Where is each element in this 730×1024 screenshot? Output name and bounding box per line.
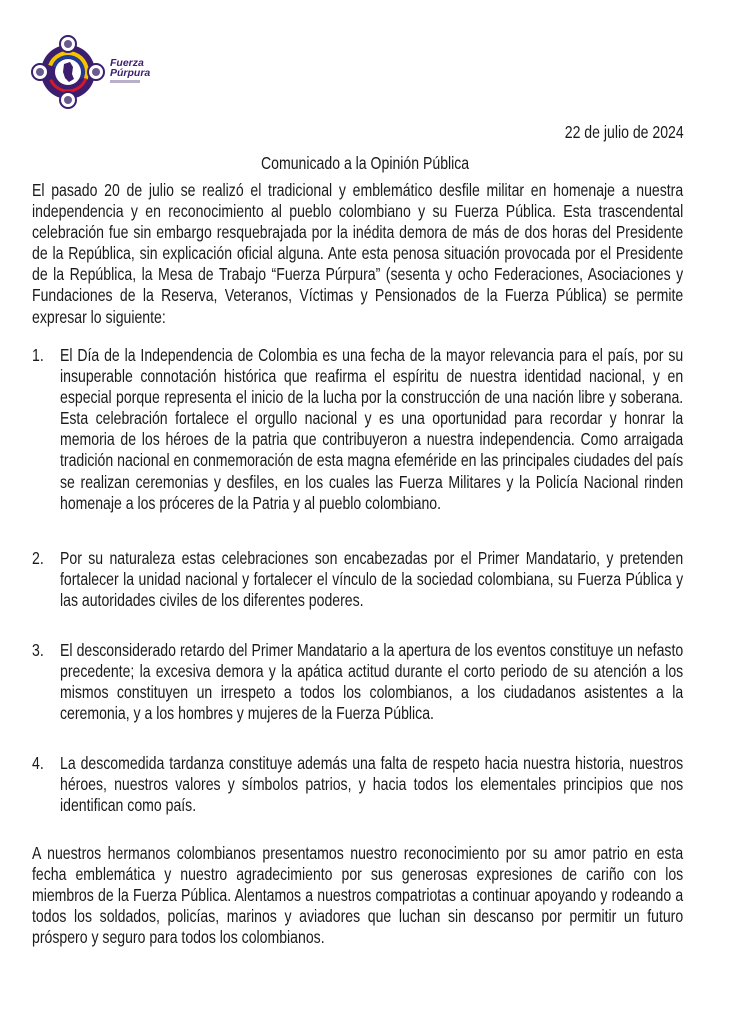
list-item-text-wrapper xyxy=(60,345,683,514)
list-item-text: Por su naturaleza estas celebraciones son encabezadas por el Primer Mandatario, y pretenden fortalecer la unidad nacional y fortalecer el vínculo de la sociedad colombiana, su Fuerza Pública y las autoridades civiles de los diferentes poderes. xyxy=(60,548,684,611)
list-item-text: El desconsiderado retardo del Primer Mandatario a la apertura de los eventos constituye un nefasto precedente; la excesiva demora y la apática actitud durante el corto periodo de su atención a los mismos constituyen un irrespeto a todos los colombianos, a los ciudadanos asistentes a la ceremonia, y a los hombres y mujeres de la Fuerza Pública. xyxy=(60,640,684,724)
logo-name-line1: Fuerza xyxy=(110,57,144,69)
fuerza-purpura-logo xyxy=(28,32,151,110)
closing-paragraph-wrapper xyxy=(32,843,683,948)
list-item-text: El Día de la Independencia de Colombia es una fecha de la mayor relevancia para el país, por su insuperable connotación histórica que reafirma el espíritu de nuestra identidad nacional, y en especial porque representa el inicio de la lucha por la construcción de una nación libre y soberana. Esta celebración fortalece el orgullo nacional y es una oportunidad para recordar y honrar la memoria de los héroes de la patria que contribuyeron a nuestra independencia. Como arraigada tradición nacional en conmemoración de esta magna efeméride en las principales ciudades del país se realizan ceremonias y desfiles, en los cuales las Fuerza Militares y la Policía Nacional rinden homenaje a los próceres de la Patria y al pueblo colombiano. xyxy=(60,345,684,513)
list-item-text-wrapper xyxy=(60,640,683,724)
list-item-text-wrapper xyxy=(60,548,683,611)
list-item-number: 1. xyxy=(32,345,44,365)
document-title-row xyxy=(0,153,730,174)
logo-emblem-icon xyxy=(28,32,108,112)
logo-subtitle-mark xyxy=(110,80,140,83)
list-item-number: 3. xyxy=(32,640,44,660)
list-item-text-wrapper xyxy=(60,753,683,816)
intro-paragraph-wrapper xyxy=(32,180,683,328)
document-date: 22 de julio de 2024 xyxy=(565,122,684,142)
list-item-number: 4. xyxy=(32,753,44,773)
closing-paragraph: A nuestros hermanos colombianos presentamos nuestro reconocimiento por su amor patrio en esta fecha emblemática y nuestro agradecimiento por sus generosas expresiones de cariño con los miembros de la Fuerza Pública. Alentamos a nuestros compatriotas a continuar apoyando y rodeando a todos los soldados, policías, marinos y aviadores que luchan sin descanso por permitir un futuro próspero y seguro para todos los colombianos. xyxy=(32,843,684,948)
list-item-number: 2. xyxy=(32,548,44,568)
document-title: Comunicado a la Opinión Pública xyxy=(260,153,470,173)
logo-wordmark xyxy=(110,58,150,78)
list-item-text: La descomedida tardanza constituye además una falta de respeto hacia nuestra historia, nuestros héroes, nuestros valores y símbolos patrios, y hacia todos los elementales principios que nos identifican como país. xyxy=(60,753,684,816)
logo-name-line2: Púrpura xyxy=(110,67,151,79)
intro-paragraph: El pasado 20 de julio se realizó el tradicional y emblemático desfile militar en homenaje a nuestra independencia y en reconocimiento al pueblo colombiano y su Fuerza Pública. Esta trascendental celebración fue sin embargo resquebrajada por la inédita demora de más de dos horas del Presidente de la República, sin explicación oficial alguna. Ante esta penosa situación provocada por el Presidente de la República, la Mesa de Trabajo “Fuerza Púrpura” (sesenta y ocho Federaciones, Asociaciones y Fundaciones de la Reserva, Veteranos, Víctimas y Pensionados de la Fuerza Pública) se permite expresar lo siguiente: xyxy=(32,180,684,327)
